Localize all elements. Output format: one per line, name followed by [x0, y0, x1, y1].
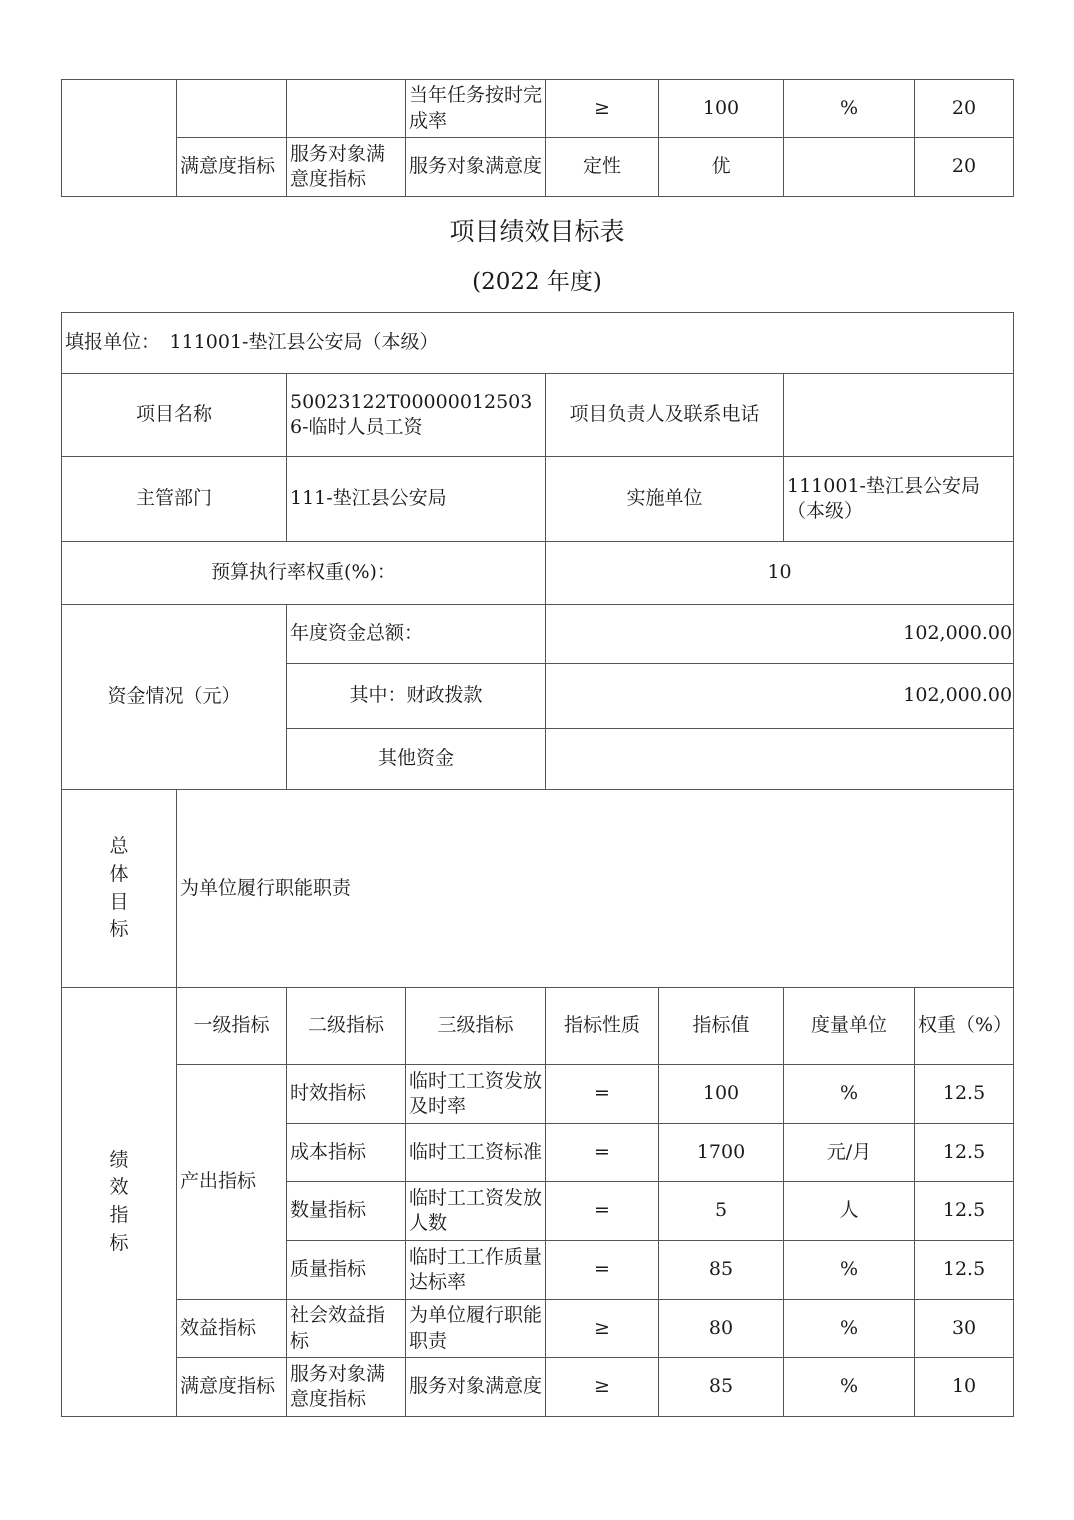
level3-cell: 临时工工资发放及时率 [406, 1065, 546, 1124]
weight-cell: 12.5 [915, 1124, 1014, 1182]
unit-cell: % [784, 1358, 915, 1417]
level3-cell: 服务对象满意度 [406, 1358, 546, 1417]
funds-other-label: 其他资金 [287, 729, 546, 790]
header-level1: 一级指标 [177, 988, 287, 1065]
unit-cell [784, 138, 915, 197]
funds-total-label: 年度资金总额： [287, 605, 546, 664]
weight-cell: 12.5 [915, 1182, 1014, 1241]
unit-cell: % [784, 1065, 915, 1124]
value-cell: 5 [659, 1182, 784, 1241]
value-cell: 85 [659, 1358, 784, 1417]
project-manager-value [784, 374, 1014, 457]
header-nature: 指标性质 [546, 988, 659, 1065]
level2-cell: 成本指标 [287, 1124, 406, 1182]
indicator-header-row [62, 988, 1014, 1065]
weight-cell: 10 [915, 1358, 1014, 1417]
level1-cell: 效益指标 [177, 1300, 287, 1358]
unit-cell: 人 [784, 1182, 915, 1241]
weight-cell: 12.5 [915, 1241, 1014, 1300]
nature-cell: 定性 [546, 138, 659, 197]
value-cell: 优 [659, 138, 784, 197]
performance-target-table [61, 312, 1014, 1417]
value-cell: 85 [659, 1241, 784, 1300]
level2-cell: 社会效益指标 [287, 1300, 406, 1358]
value-cell: 1700 [659, 1124, 784, 1182]
unit-cell: % [784, 80, 915, 138]
nature-cell: ≥ [546, 80, 659, 138]
funds-total-row [62, 605, 1014, 664]
funds-fiscal-value: 102,000.00 [546, 664, 1014, 729]
level3-cell: 临时工工作质量达标率 [406, 1241, 546, 1300]
level1-cell: 满意度指标 [177, 1358, 287, 1417]
unit-cell: % [784, 1300, 915, 1358]
value-cell: 100 [659, 1065, 784, 1124]
nature-cell: = [546, 1182, 659, 1241]
header-unit: 度量单位 [784, 988, 915, 1065]
dept-label: 主管部门 [62, 457, 287, 542]
funds-fiscal-label: 其中：财政拨款 [287, 664, 546, 729]
project-name-row [62, 374, 1014, 457]
unit-cell: 元/月 [784, 1124, 915, 1182]
funds-label: 资金情况（元） [62, 605, 287, 790]
header-level3: 三级指标 [406, 988, 546, 1065]
weight-cell: 30 [915, 1300, 1014, 1358]
weight-cell: 20 [915, 138, 1014, 197]
indicators-label: 绩效指标 [109, 1148, 129, 1254]
table-row [62, 80, 1014, 138]
level1-cell: 满意度指标 [177, 138, 287, 197]
level2-cell: 服务对象满意度指标 [287, 138, 406, 197]
weight-cell: 12.5 [915, 1065, 1014, 1124]
level3-cell: 服务对象满意度 [406, 138, 546, 197]
overall-goal-row [62, 790, 1014, 988]
page-title: 项目绩效目标表 [449, 217, 625, 246]
impl-unit-value: 111001-垫江县公安局（本级） [784, 457, 1014, 542]
level3-cell: 临时工工资发放人数 [406, 1182, 546, 1241]
level2-cell: 服务对象满意度指标 [287, 1358, 406, 1417]
header-level2: 二级指标 [287, 988, 406, 1065]
unit-cell: % [784, 1241, 915, 1300]
budget-weight-label: 预算执行率权重(%)： [62, 542, 546, 605]
previous-indicator-table [61, 79, 1014, 197]
table-row [62, 138, 1014, 197]
impl-unit-label: 实施单位 [546, 457, 784, 542]
level3-cell: 临时工工资标准 [406, 1124, 546, 1182]
project-manager-label: 项目负责人及联系电话 [546, 374, 784, 457]
value-cell: 80 [659, 1300, 784, 1358]
funds-total-value: 102,000.00 [546, 605, 1014, 664]
table-row [62, 1065, 1014, 1124]
header-weight: 权重（%） [915, 988, 1014, 1065]
overall-goal-label: 总体目标 [109, 835, 129, 941]
fill-unit-row [62, 313, 1014, 374]
dept-value: 111-垫江县公安局 [287, 457, 546, 542]
funds-other-value [546, 729, 1014, 790]
header-value: 指标值 [659, 988, 784, 1065]
table-row [62, 1300, 1014, 1358]
department-row [62, 457, 1014, 542]
budget-weight-value: 10 [546, 542, 1014, 605]
fill-unit: 填报单位： 111001-垫江县公安局（本级） [62, 313, 1014, 374]
level1-cell: 产出指标 [177, 1065, 287, 1300]
overall-goal-text: 为单位履行职能职责 [177, 790, 1014, 988]
nature-cell: = [546, 1241, 659, 1300]
nature-cell: ≥ [546, 1358, 659, 1417]
project-name-label: 项目名称 [62, 374, 287, 457]
level2-cell: 质量指标 [287, 1241, 406, 1300]
level3-cell: 当年任务按时完成率 [406, 80, 546, 138]
table-row [62, 1358, 1014, 1417]
budget-weight-row [62, 542, 1014, 605]
nature-cell: = [546, 1065, 659, 1124]
value-cell: 100 [659, 80, 784, 138]
level2-cell: 数量指标 [287, 1182, 406, 1241]
nature-cell: = [546, 1124, 659, 1182]
level2-cell: 时效指标 [287, 1065, 406, 1124]
nature-cell: ≥ [546, 1300, 659, 1358]
project-name-value: 50023122T000000125036-临时人员工资 [287, 374, 546, 457]
page-subtitle: (2022 年度) [472, 269, 602, 295]
level3-cell: 为单位履行职能职责 [406, 1300, 546, 1358]
weight-cell: 20 [915, 80, 1014, 138]
